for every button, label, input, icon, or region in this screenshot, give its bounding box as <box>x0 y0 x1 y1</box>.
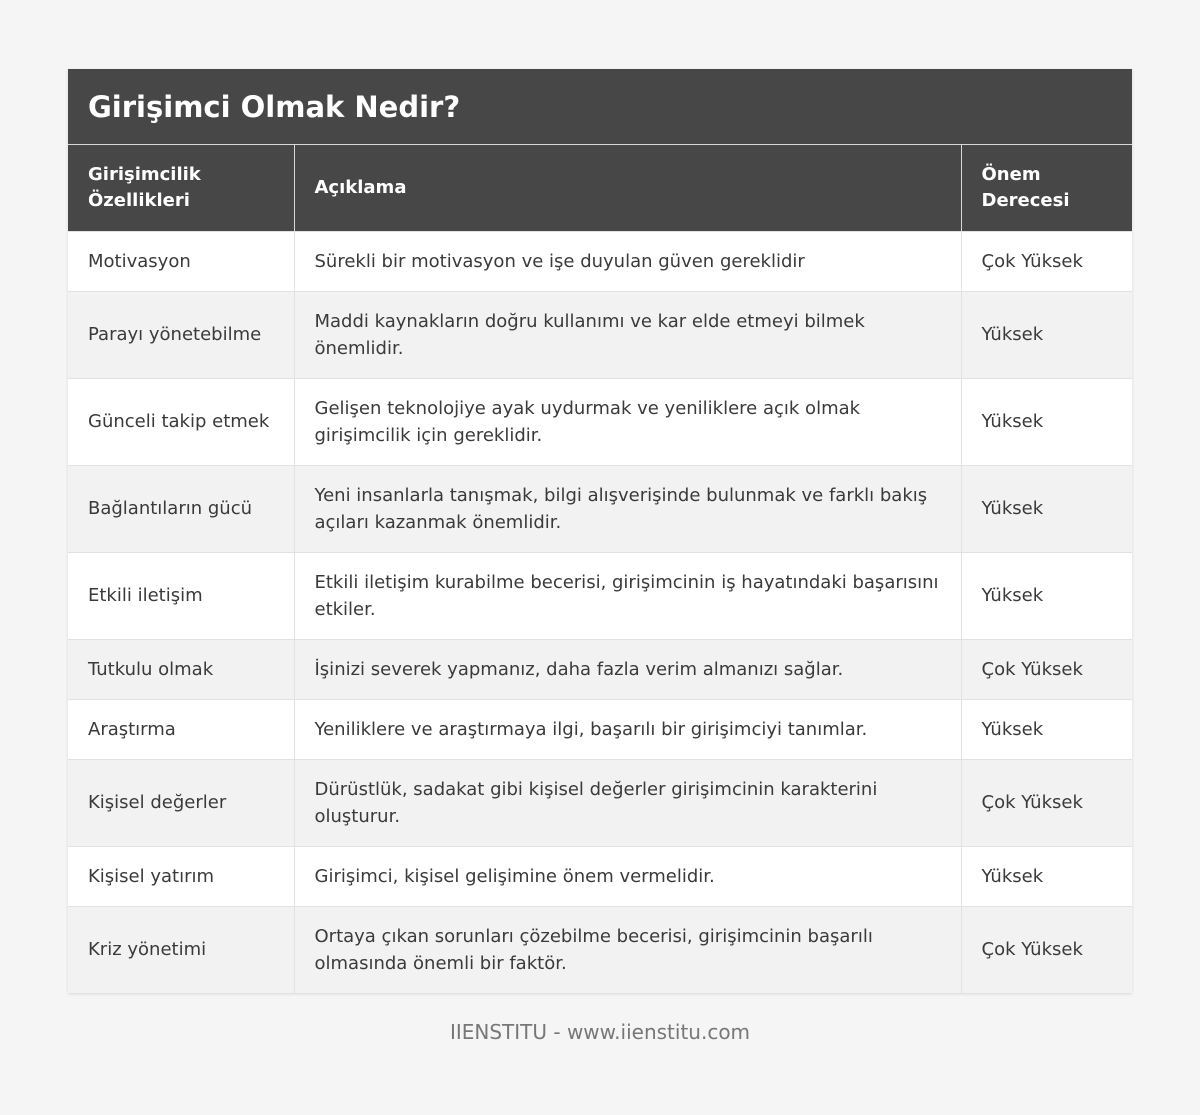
header-description: Açıklama <box>294 145 961 231</box>
characteristics-table <box>68 145 1132 993</box>
cell-description: Girişimci, kişisel gelişimine önem vermelidir. <box>294 846 961 906</box>
cell-feature: Kişisel değerler <box>68 759 294 846</box>
header-feature: Girişimcilik Özellikleri <box>68 145 294 231</box>
cell-importance: Yüksek <box>961 699 1132 759</box>
table-row <box>68 639 1132 699</box>
cell-feature: Etkili iletişim <box>68 552 294 639</box>
table-row <box>68 465 1132 552</box>
cell-feature: Araştırma <box>68 699 294 759</box>
cell-description: Dürüstlük, sadakat gibi kişisel değerler girişimcinin karakterini oluşturur. <box>294 759 961 846</box>
footer-credit: IIENSTITU - www.iienstitu.com <box>449 1020 751 1044</box>
cell-feature: Bağlantıların gücü <box>68 465 294 552</box>
table-row <box>68 699 1132 759</box>
cell-feature: Parayı yönetebilme <box>68 291 294 378</box>
cell-importance: Çok Yüksek <box>961 906 1132 993</box>
cell-description: Gelişen teknolojiye ayak uydurmak ve yeniliklere açık olmak girişimcilik için gereklidir. <box>294 378 961 465</box>
cell-importance: Yüksek <box>961 378 1132 465</box>
cell-importance: Çok Yüksek <box>961 639 1132 699</box>
cell-description: Etkili iletişim kurabilme becerisi, girişimcinin iş hayatındaki başarısını etkiler. <box>294 552 961 639</box>
cell-description: Yeniliklere ve araştırmaya ilgi, başarılı bir girişimciyi tanımlar. <box>294 699 961 759</box>
cell-importance: Yüksek <box>961 465 1132 552</box>
table-row <box>68 378 1132 465</box>
cell-importance: Çok Yüksek <box>961 231 1132 291</box>
cell-feature: Motivasyon <box>68 231 294 291</box>
table-card <box>68 69 1132 993</box>
cell-feature: Kişisel yatırım <box>68 846 294 906</box>
cell-feature: Kriz yönetimi <box>68 906 294 993</box>
table-row <box>68 291 1132 378</box>
table-row <box>68 552 1132 639</box>
cell-description: İşinizi severek yapmanız, daha fazla verim almanızı sağlar. <box>294 639 961 699</box>
cell-feature: Tutkulu olmak <box>68 639 294 699</box>
table-row <box>68 846 1132 906</box>
cell-importance: Yüksek <box>961 846 1132 906</box>
cell-importance: Yüksek <box>961 291 1132 378</box>
cell-description: Yeni insanlarla tanışmak, bilgi alışverişinde bulunmak ve farklı bakış açıları kazanmak önemlidir. <box>294 465 961 552</box>
cell-feature: Günceli takip etmek <box>68 378 294 465</box>
header-importance: Önem Derecesi <box>961 145 1132 231</box>
cell-importance: Yüksek <box>961 552 1132 639</box>
cell-description: Sürekli bir motivasyon ve işe duyulan güven gereklidir <box>294 231 961 291</box>
cell-description: Ortaya çıkan sorunları çözebilme becerisi, girişimcinin başarılı olmasında önemli bir faktör. <box>294 906 961 993</box>
table-row <box>68 906 1132 993</box>
table-header-row <box>68 145 1132 231</box>
table-title: Girişimci Olmak Nedir? <box>68 69 1132 145</box>
cell-description: Maddi kaynakların doğru kullanımı ve kar elde etmeyi bilmek önemlidir. <box>294 291 961 378</box>
table-row <box>68 759 1132 846</box>
table-row <box>68 231 1132 291</box>
cell-importance: Çok Yüksek <box>961 759 1132 846</box>
